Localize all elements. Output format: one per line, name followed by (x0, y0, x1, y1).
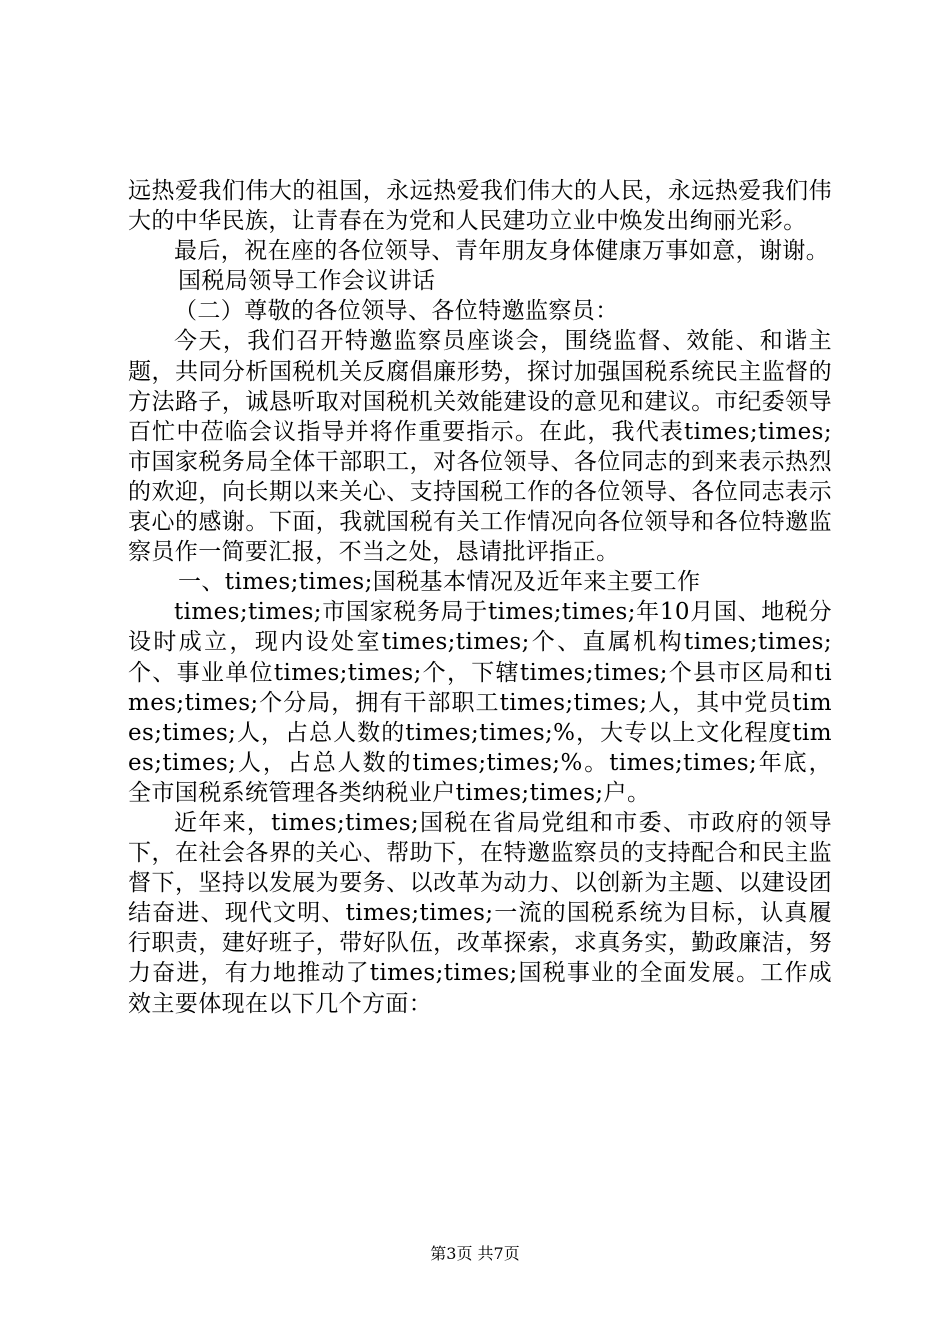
paragraph-continuation: 远热爱我们伟大的祖国，永远热爱我们伟大的人民，永远热爱我们伟大的中华民族，让青春在为党和人民建功立业中焕发出绚丽光彩。 (128, 178, 832, 235)
speech-title: 国税局领导工作会议讲话 (178, 268, 436, 295)
paragraph-opening: 今天，我们召开特邀监察员座谈会，围绕监督、效能、和谐主题，共同分析国税机关反腐倡廉形势，探讨加强国税系统民主监督的方法路子，诚恳听取对国税机关效能建设的意见和建议。市纪委领导百忙中莅临会议指导并将作重要指示。在此，我代表times;times;市国家税务局全体干部职工，对各位领导、各位同志的到来表示热烈的欢迎，向长期以来关心、支持国税工作的各位领导、各位同志表示衷心的感谢。下面，我就国税有关工作情况向各位领导和各位特邀监察员作一简要汇报，不当之处，恳请批评指正。 (128, 328, 832, 566)
section-heading: 一、times;times;国税基本情况及近年来主要工作 (178, 569, 701, 596)
paragraph-closing: 最后，祝在座的各位领导、青年朋友身体健康万事如意，谢谢。 (174, 238, 830, 265)
paragraph-basic-info: times;times;市国家税务局于times;times;年10月国、地税分设时成立，现内设处室times;times;个、直属机构times;times;个、事业单位times;times;个，下辖times;times;个县市区局和times;times;个分局，拥有干部职工times;times;人，其中党员times;times;人，占总人数的times;times;%，大专以上文化程度times;times;人，占总人数的times;times;%。times;times;年底，全市国税系统管理各类纳税业户times;times;户。 (128, 599, 832, 806)
document-body (128, 176, 832, 1019)
page-number-footer: 第3页 共7页 (430, 1244, 520, 1263)
salutation: （二）尊敬的各位领导、各位特邀监察员： (174, 298, 619, 325)
paragraph-recent-work: 近年来，times;times;国税在省局党组和市委、市政府的领导下，在社会各界的关心、帮助下，在特邀监察员的支持配合和民主监督下，坚持以发展为要务、以改革为动力、以创新为主题、以建设团结奋进、现代文明、times;times;一流的国税系统为目标，认真履行职责，建好班子，带好队伍，改革探索，求真务实，勤政廉洁，努力奋进，有力地推动了times;times;国税事业的全面发展。工作成效主要体现在以下几个方面： (128, 809, 832, 1017)
